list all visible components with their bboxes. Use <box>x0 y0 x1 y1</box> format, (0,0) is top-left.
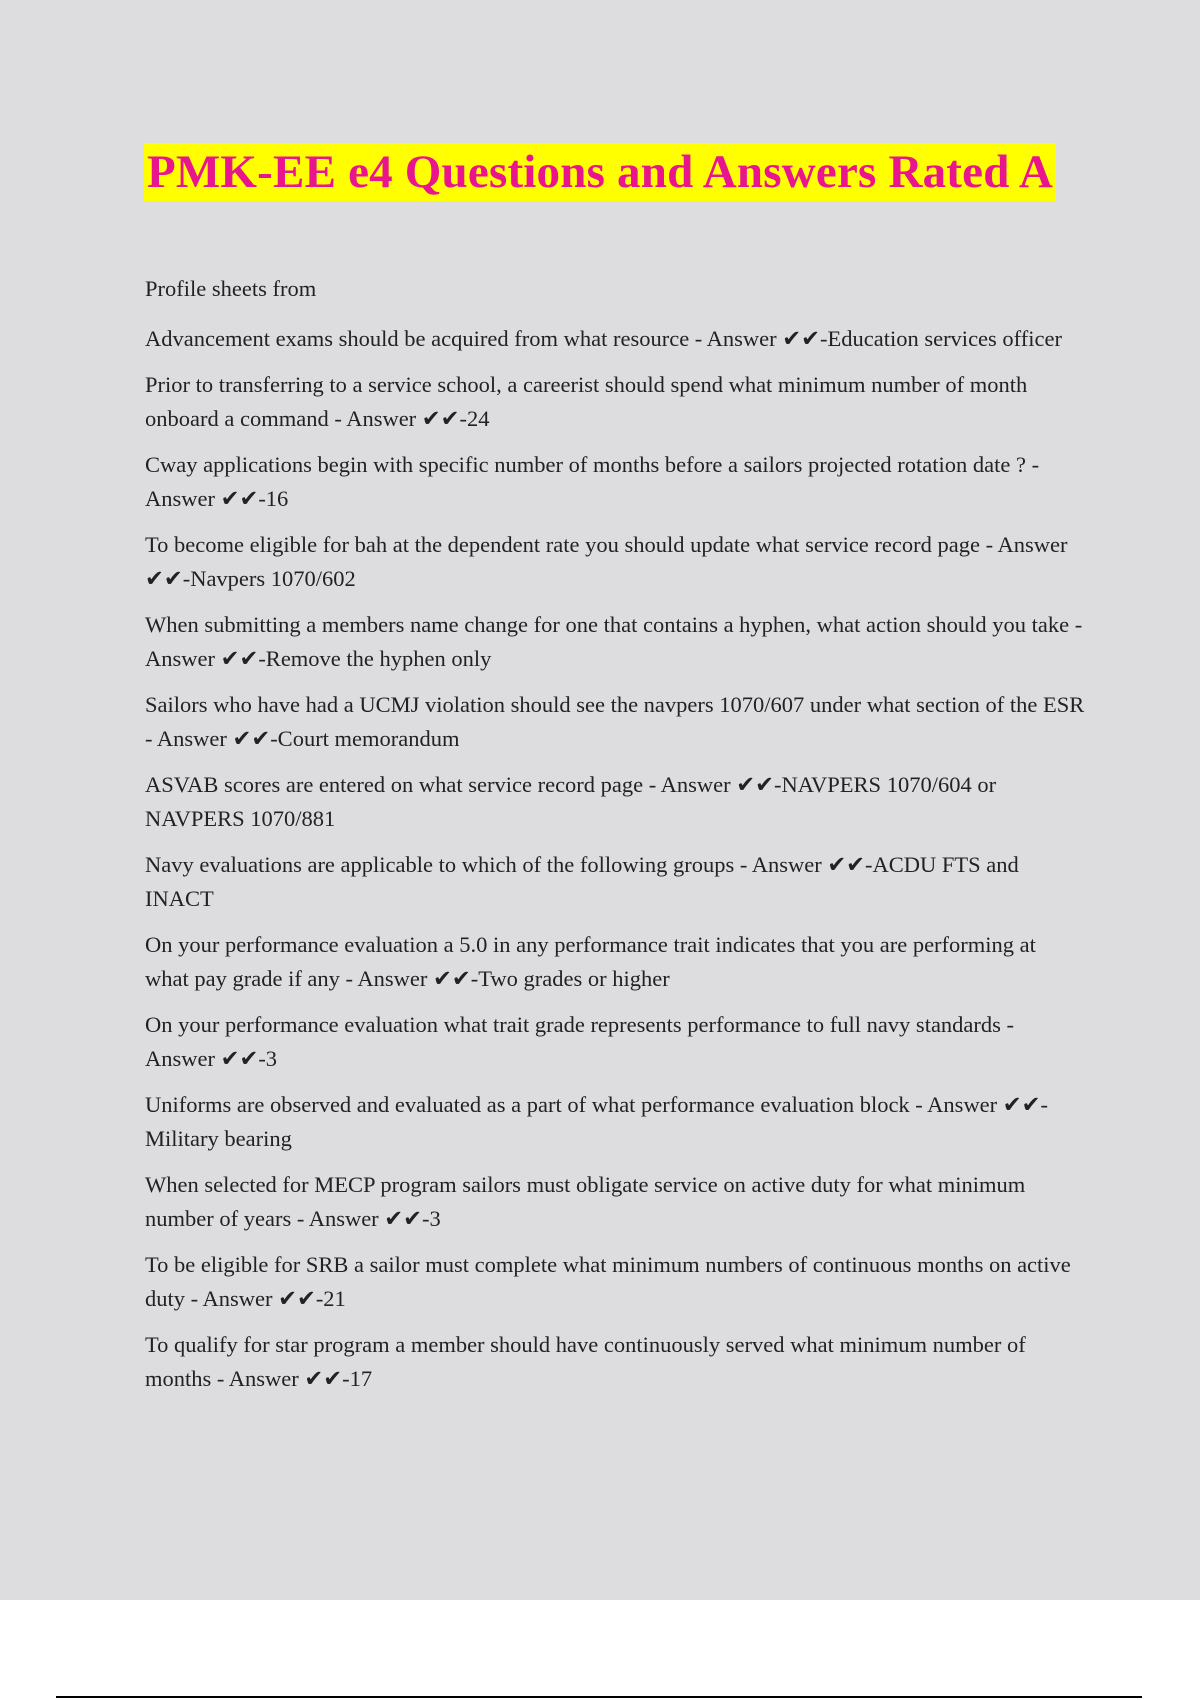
qa-item: To be eligible for SRB a sailor must complete what minimum numbers of continuous months on active duty - Answer ✔✔-21 <box>145 1252 1071 1311</box>
qa-item: Uniforms are observed and evaluated as a part of what performance evaluation block - Answer ✔✔-Military bearing <box>145 1092 1048 1151</box>
qa-item: To become eligible for bah at the dependent rate you should update what service record page - Answer ✔✔-Navpers 1070/602 <box>145 532 1068 591</box>
qa-item: Sailors who have had a UCMJ violation should see the navpers 1070/607 under what section of the ESR - Answer ✔✔-Court memorandum <box>145 692 1085 751</box>
qa-item: When selected for MECP program sailors must obligate service on active duty for what minimum number of years - Answer ✔✔-3 <box>145 1172 1026 1231</box>
qa-item: On your performance evaluation what trait grade represents performance to full navy standards - Answer ✔✔-3 <box>145 1012 1015 1071</box>
qa-content <box>145 272 1085 1408</box>
document-title: PMK-EE e4 Questions and Answers Rated A <box>144 143 1056 201</box>
qa-item: When submitting a members name change for one that contains a hyphen, what action should you take - Answer ✔✔-Remove the hyphen only <box>145 612 1083 671</box>
qa-item: Navy evaluations are applicable to which of the following groups - Answer ✔✔-ACDU FTS and INACT <box>145 852 1019 911</box>
qa-item: Advancement exams should be acquired from what resource - Answer ✔✔-Education services officer <box>145 326 1062 351</box>
page-divider <box>56 1696 1142 1698</box>
intro-text: Profile sheets from <box>145 276 317 301</box>
qa-item: To qualify for star program a member should have continuously served what minimum number of months - Answer ✔✔-17 <box>145 1332 1026 1391</box>
qa-item: On your performance evaluation a 5.0 in any performance trait indicates that you are performing at what pay grade if any - Answer ✔✔-Two grades or higher <box>145 932 1036 991</box>
qa-item: Prior to transferring to a service school, a careerist should spend what minimum number of month onboard a command - Answer ✔✔-24 <box>145 372 1028 431</box>
qa-item: Cway applications begin with specific number of months before a sailors projected rotation date ? - Answer ✔✔-16 <box>145 452 1040 511</box>
qa-item: ASVAB scores are entered on what service record page - Answer ✔✔-NAVPERS 1070/604 or NAVPERS 1070/881 <box>145 772 997 831</box>
title-container <box>0 143 1200 201</box>
